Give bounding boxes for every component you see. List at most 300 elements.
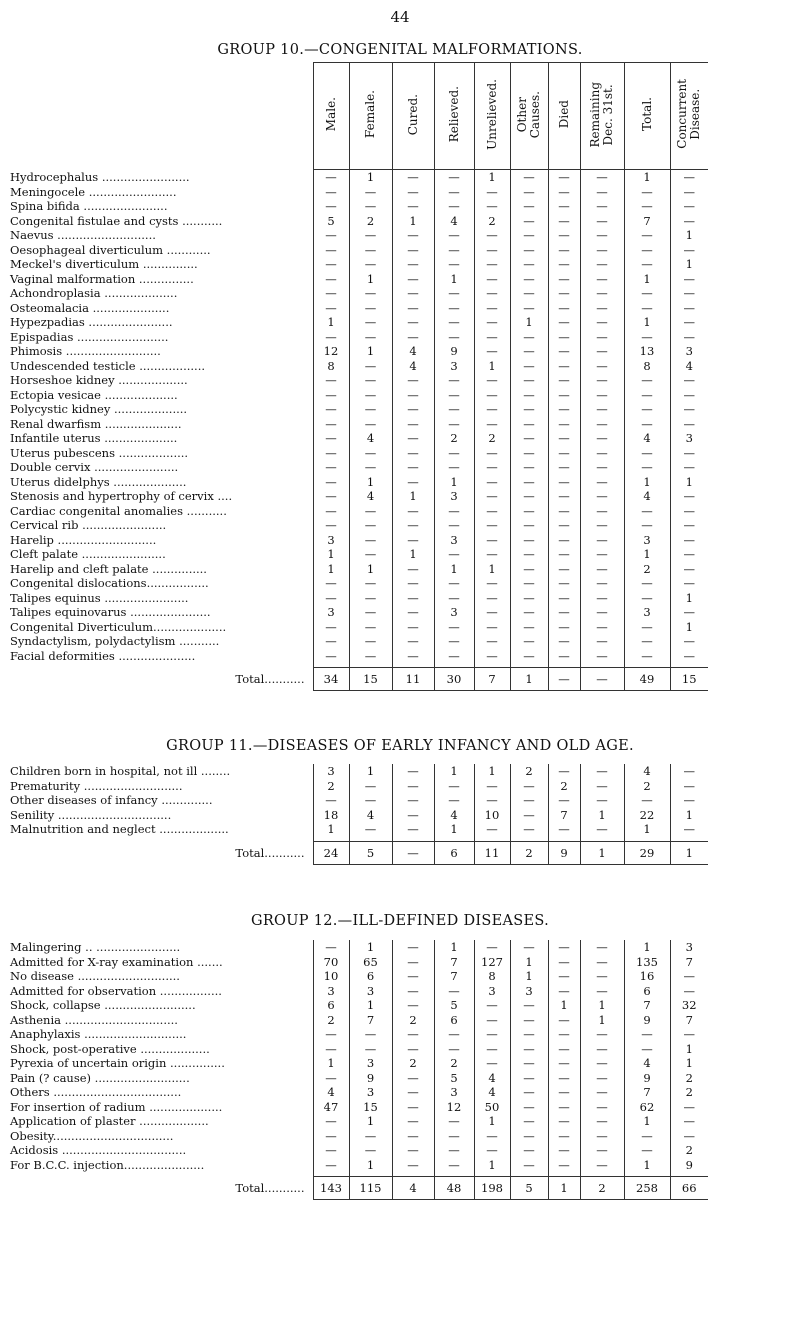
table-cell: —: [392, 170, 434, 185]
table-cell: —: [392, 243, 434, 258]
table-cell: —: [474, 1042, 510, 1057]
table-cell: —: [313, 634, 349, 649]
table-cell: —: [313, 460, 349, 475]
table-cell: —: [349, 301, 392, 316]
table-cell: —: [474, 591, 510, 606]
table-cell: —: [349, 576, 392, 591]
column-header: [548, 63, 580, 170]
table-row: [8, 214, 708, 229]
table-cell: 1: [624, 170, 670, 185]
table-cell: —: [580, 1056, 624, 1071]
table-cell: —: [580, 793, 624, 808]
table-cell: —: [510, 793, 548, 808]
table-cell: —: [434, 373, 474, 388]
table-row: [8, 417, 708, 432]
table-cell: —: [434, 460, 474, 475]
table-cell: 7: [434, 955, 474, 970]
table-row: [8, 1085, 708, 1100]
table-cell: 9: [434, 344, 474, 359]
table-cell: 3: [670, 344, 708, 359]
table-cell: —: [510, 431, 548, 446]
table-cell: —: [548, 562, 580, 577]
table-cell: —: [392, 460, 434, 475]
table-cell: 9: [624, 1013, 670, 1028]
row-label: Obesity.................................: [10, 1128, 174, 1143]
row-label: Cleft palate .......................: [10, 547, 166, 561]
table-cell: —: [580, 605, 624, 620]
total-cell: 7: [474, 668, 510, 691]
table-cell: —: [349, 402, 392, 417]
table-row: [8, 344, 708, 359]
total-cell: 1: [510, 668, 548, 691]
table-cell: —: [349, 1143, 392, 1158]
table-cell: 1: [510, 315, 548, 330]
table-cell: 3: [434, 533, 474, 548]
table-cell: —: [548, 1085, 580, 1100]
table-cell: —: [548, 649, 580, 664]
table-cell: —: [670, 649, 708, 664]
row-label: Other diseases of infancy ..............: [10, 793, 213, 807]
table-cell: —: [580, 315, 624, 330]
table-cell: 7: [670, 955, 708, 970]
table-cell: —: [624, 373, 670, 388]
row-label: Admitted for observation .................: [10, 983, 222, 998]
table-cell: 4: [624, 431, 670, 446]
table-cell: —: [392, 301, 434, 316]
table-cell: —: [349, 185, 392, 200]
table-cell: —: [510, 417, 548, 432]
table-row: [8, 969, 708, 984]
table-cell: 8: [624, 359, 670, 374]
table-cell: —: [624, 620, 670, 635]
total-cell: 4: [392, 1177, 434, 1200]
table-cell: —: [474, 257, 510, 272]
table-cell: —: [548, 214, 580, 229]
row-label: Shock, post-operative ...................: [10, 1041, 210, 1056]
table-cell: —: [392, 533, 434, 548]
row-label: Phimosis ..........................: [10, 344, 161, 358]
table-cell: —: [349, 518, 392, 533]
table-cell: —: [434, 984, 474, 999]
table-cell: —: [434, 170, 474, 185]
column-header: [434, 63, 474, 170]
table-cell: —: [313, 504, 349, 519]
table-cell: —: [392, 634, 434, 649]
table-cell: —: [313, 170, 349, 185]
table-cell: 3: [624, 605, 670, 620]
table-cell: —: [548, 475, 580, 490]
table-row: [8, 620, 708, 635]
table-cell: —: [624, 591, 670, 606]
table-cell: —: [474, 344, 510, 359]
table-cell: 2: [434, 1056, 474, 1071]
table-cell: —: [510, 214, 548, 229]
table-cell: —: [474, 373, 510, 388]
table-cell: 1: [474, 1158, 510, 1173]
table-row: [8, 605, 708, 620]
table-cell: —: [349, 822, 392, 837]
table-cell: —: [580, 533, 624, 548]
column-header-label: Remaining Dec. 31st.: [588, 81, 615, 147]
total-cell: 49: [624, 668, 670, 691]
table-cell: —: [580, 591, 624, 606]
table-cell: —: [313, 388, 349, 403]
row-label: Cervical rib .......................: [10, 518, 167, 532]
table-cell: —: [313, 301, 349, 316]
table-cell: 2: [392, 1056, 434, 1071]
table-cell: —: [313, 1158, 349, 1173]
total-label: Total...........: [235, 1181, 305, 1195]
table-row: [8, 1158, 708, 1173]
table-row: [8, 199, 708, 214]
column-header-label: Relieved.: [446, 86, 461, 143]
table-cell: —: [392, 969, 434, 984]
table-cell: —: [580, 272, 624, 287]
table-cell: 6: [313, 998, 349, 1013]
table-cell: 2: [670, 1071, 708, 1086]
table-cell: —: [548, 547, 580, 562]
table-cell: —: [474, 1013, 510, 1028]
table-cell: 1: [624, 315, 670, 330]
table-cell: 9: [624, 1071, 670, 1086]
table-cell: —: [624, 199, 670, 214]
table-cell: 1: [349, 170, 392, 185]
table-cell: —: [670, 984, 708, 999]
row-label: Osteomalacia .....................: [10, 300, 170, 315]
table-cell: 5: [313, 214, 349, 229]
table-cell: —: [548, 1013, 580, 1028]
table-cell: —: [392, 475, 434, 490]
table-cell: 1: [624, 1158, 670, 1173]
table-cell: —: [510, 257, 548, 272]
table-cell: —: [349, 779, 392, 794]
table-cell: —: [313, 1027, 349, 1042]
table-cell: —: [548, 446, 580, 461]
table-cell: 4: [349, 431, 392, 446]
table-cell: 127: [474, 955, 510, 970]
column-header-label: Female.: [363, 90, 377, 139]
table-cell: —: [313, 475, 349, 490]
group-12-title: GROUP 12.—ILL-DEFINED DISEASES.: [250, 913, 550, 929]
table-cell: —: [670, 243, 708, 258]
table-cell: —: [434, 185, 474, 200]
table-cell: —: [313, 1143, 349, 1158]
row-label: Undescended testicle ..................: [10, 358, 206, 373]
table-cell: —: [474, 286, 510, 301]
table-cell: —: [392, 998, 434, 1013]
table-cell: —: [474, 272, 510, 287]
table-cell: —: [670, 214, 708, 229]
table-cell: —: [510, 199, 548, 214]
table-row: [8, 1027, 708, 1042]
table-row: [8, 170, 708, 185]
table-cell: —: [474, 533, 510, 548]
table-cell: —: [670, 301, 708, 316]
table-cell: —: [474, 243, 510, 258]
table-cell: 7: [434, 969, 474, 984]
table-cell: —: [349, 1027, 392, 1042]
table-cell: —: [580, 955, 624, 970]
table-row: [8, 808, 708, 823]
table-cell: —: [670, 1027, 708, 1042]
table-cell: —: [349, 460, 392, 475]
table-cell: —: [580, 1129, 624, 1144]
table-cell: —: [313, 185, 349, 200]
table-cell: 4: [624, 764, 670, 779]
table-cell: 1: [392, 489, 434, 504]
table-cell: —: [510, 272, 548, 287]
table-cell: —: [349, 504, 392, 519]
table-cell: —: [670, 562, 708, 577]
table-cell: —: [670, 533, 708, 548]
table-cell: 15: [349, 1100, 392, 1115]
table-cell: 1: [474, 170, 510, 185]
table-cell: —: [392, 417, 434, 432]
table-cell: —: [434, 518, 474, 533]
table-row: [8, 1071, 708, 1086]
row-label: Double cervix .......................: [10, 460, 179, 474]
table-cell: 6: [434, 1013, 474, 1028]
table-cell: —: [474, 402, 510, 417]
table-cell: 1: [670, 1042, 708, 1057]
table-cell: —: [548, 605, 580, 620]
table-row: [8, 1042, 708, 1057]
table-cell: 70: [313, 955, 349, 970]
total-label: Total...........: [235, 672, 305, 686]
total-cell: 48: [434, 1177, 474, 1200]
total-cell: —: [580, 668, 624, 691]
table-cell: —: [670, 1129, 708, 1144]
table-cell: —: [392, 1129, 434, 1144]
table-cell: 4: [392, 344, 434, 359]
table-cell: —: [392, 779, 434, 794]
table-cell: —: [510, 359, 548, 374]
table-cell: —: [670, 315, 708, 330]
table-cell: —: [510, 330, 548, 345]
table-cell: 1: [313, 822, 349, 837]
row-label: No disease ............................: [10, 969, 180, 983]
table-cell: —: [670, 634, 708, 649]
row-label: Malingering .. .......................: [10, 940, 181, 954]
table-cell: —: [670, 330, 708, 345]
table-cell: 1: [670, 228, 708, 243]
column-header: [624, 63, 670, 170]
table-cell: —: [349, 373, 392, 388]
table-row: [8, 446, 708, 461]
table-cell: —: [580, 446, 624, 461]
table-cell: 1: [434, 822, 474, 837]
table-cell: —: [548, 1056, 580, 1071]
row-label: Horseshoe kidney ...................: [10, 373, 188, 387]
table-row: [8, 984, 708, 999]
table-cell: —: [392, 955, 434, 970]
table-row: [8, 518, 708, 533]
table-row: [8, 793, 708, 808]
table-cell: —: [474, 1027, 510, 1042]
table-cell: —: [580, 1071, 624, 1086]
table-cell: 1: [313, 547, 349, 562]
table-cell: —: [670, 969, 708, 984]
table-cell: —: [392, 504, 434, 519]
table-row: [8, 764, 708, 779]
row-label: Malnutrition and neglect ...................: [10, 822, 229, 836]
table-cell: 3: [349, 984, 392, 999]
table-cell: —: [392, 402, 434, 417]
table-cell: —: [548, 489, 580, 504]
table-cell: 2: [474, 431, 510, 446]
table-cell: 2: [510, 764, 548, 779]
table-cell: —: [434, 620, 474, 635]
table-cell: 4: [670, 359, 708, 374]
table-cell: 1: [670, 1056, 708, 1071]
table-cell: —: [548, 417, 580, 432]
table-cell: —: [474, 1056, 510, 1071]
total-row: [8, 668, 708, 691]
table-cell: —: [392, 822, 434, 837]
row-label: Uterus pubescens ...................: [10, 445, 189, 460]
table-cell: —: [349, 388, 392, 403]
table-cell: —: [474, 388, 510, 403]
table-cell: —: [510, 373, 548, 388]
table-cell: —: [510, 1013, 548, 1028]
table-row: [8, 257, 708, 272]
table-cell: —: [670, 199, 708, 214]
table-row: [8, 301, 708, 316]
table-cell: 4: [392, 359, 434, 374]
table-cell: —: [580, 431, 624, 446]
table-cell: 1: [510, 955, 548, 970]
column-header-label: Other Causes.: [515, 90, 542, 138]
table-cell: 1: [313, 562, 349, 577]
table-cell: —: [670, 1114, 708, 1129]
table-cell: 1: [670, 257, 708, 272]
row-label: Naevus ...........................: [10, 228, 156, 242]
table-cell: —: [624, 460, 670, 475]
table-cell: —: [510, 1129, 548, 1144]
table-cell: —: [392, 605, 434, 620]
table-cell: —: [313, 591, 349, 606]
table-cell: 1: [624, 272, 670, 287]
table-cell: —: [510, 605, 548, 620]
table-cell: —: [548, 286, 580, 301]
table-row: [8, 634, 708, 649]
table-cell: —: [548, 1042, 580, 1057]
table-cell: —: [474, 315, 510, 330]
row-label: Polycystic kidney ....................: [10, 402, 188, 416]
table-cell: —: [349, 243, 392, 258]
row-label: Pyrexia of uncertain origin ...............: [10, 1056, 225, 1070]
table-cell: —: [474, 634, 510, 649]
table-cell: —: [474, 547, 510, 562]
table-cell: —: [434, 1129, 474, 1144]
total-cell: 6: [434, 841, 474, 864]
table-cell: —: [313, 199, 349, 214]
table-cell: —: [510, 533, 548, 548]
total-cell: —: [392, 841, 434, 864]
table-cell: 47: [313, 1100, 349, 1115]
table-cell: —: [313, 1114, 349, 1129]
table-cell: 22: [624, 808, 670, 823]
column-header: [313, 63, 349, 170]
table-cell: —: [624, 185, 670, 200]
row-label: Shock, collapse .........................: [10, 998, 196, 1012]
table-cell: —: [392, 808, 434, 823]
group-11-table: [8, 764, 708, 865]
table-cell: —: [434, 228, 474, 243]
row-label: Congenital fistulae and cysts ...........: [10, 213, 223, 228]
total-cell: 15: [670, 668, 708, 691]
row-label: Senility ...............................: [10, 807, 172, 822]
table-cell: 3: [510, 984, 548, 999]
column-header-label: Male.: [323, 97, 338, 132]
table-cell: —: [580, 518, 624, 533]
table-cell: —: [580, 286, 624, 301]
table-cell: —: [548, 1143, 580, 1158]
total-cell: 1: [670, 841, 708, 864]
table-row: [8, 1129, 708, 1144]
table-cell: —: [580, 547, 624, 562]
table-cell: —: [670, 286, 708, 301]
table-cell: —: [510, 1085, 548, 1100]
table-cell: —: [349, 286, 392, 301]
table-cell: —: [392, 330, 434, 345]
row-label: Application of plaster ...................: [10, 1114, 209, 1128]
table-cell: 2: [313, 779, 349, 794]
table-cell: 9: [349, 1071, 392, 1086]
table-row: [8, 955, 708, 970]
table-cell: —: [313, 431, 349, 446]
total-label: Total...........: [235, 845, 305, 860]
table-cell: 3: [313, 984, 349, 999]
table-row: [8, 1114, 708, 1129]
table-cell: 4: [624, 1056, 670, 1071]
row-label: For insertion of radium ....................: [10, 1099, 223, 1114]
table-cell: 13: [624, 344, 670, 359]
table-cell: —: [624, 504, 670, 519]
table-row: [8, 591, 708, 606]
table-cell: —: [624, 330, 670, 345]
total-cell: 11: [474, 841, 510, 864]
table-cell: 1: [670, 620, 708, 635]
table-cell: —: [510, 634, 548, 649]
row-label: Uterus didelphys ....................: [10, 474, 187, 489]
table-cell: 8: [313, 359, 349, 374]
table-cell: 32: [670, 998, 708, 1013]
table-cell: 135: [624, 955, 670, 970]
table-cell: —: [510, 170, 548, 185]
column-header: [670, 63, 708, 170]
table-cell: —: [313, 286, 349, 301]
column-header-row: [8, 63, 708, 170]
table-cell: 10: [313, 969, 349, 984]
table-cell: —: [392, 1100, 434, 1115]
table-cell: —: [313, 1129, 349, 1144]
table-row: [8, 547, 708, 562]
group-10-table: [8, 62, 708, 691]
table-cell: —: [670, 822, 708, 837]
table-cell: —: [392, 228, 434, 243]
row-label: Harelip ...........................: [10, 532, 157, 547]
table-cell: —: [670, 489, 708, 504]
row-label: Epispadias .........................: [10, 329, 169, 344]
table-cell: —: [474, 605, 510, 620]
table-row: [8, 388, 708, 403]
table-cell: —: [670, 185, 708, 200]
table-cell: 3: [349, 1085, 392, 1100]
table-cell: —: [349, 547, 392, 562]
table-row: [8, 562, 708, 577]
table-cell: —: [392, 1071, 434, 1086]
